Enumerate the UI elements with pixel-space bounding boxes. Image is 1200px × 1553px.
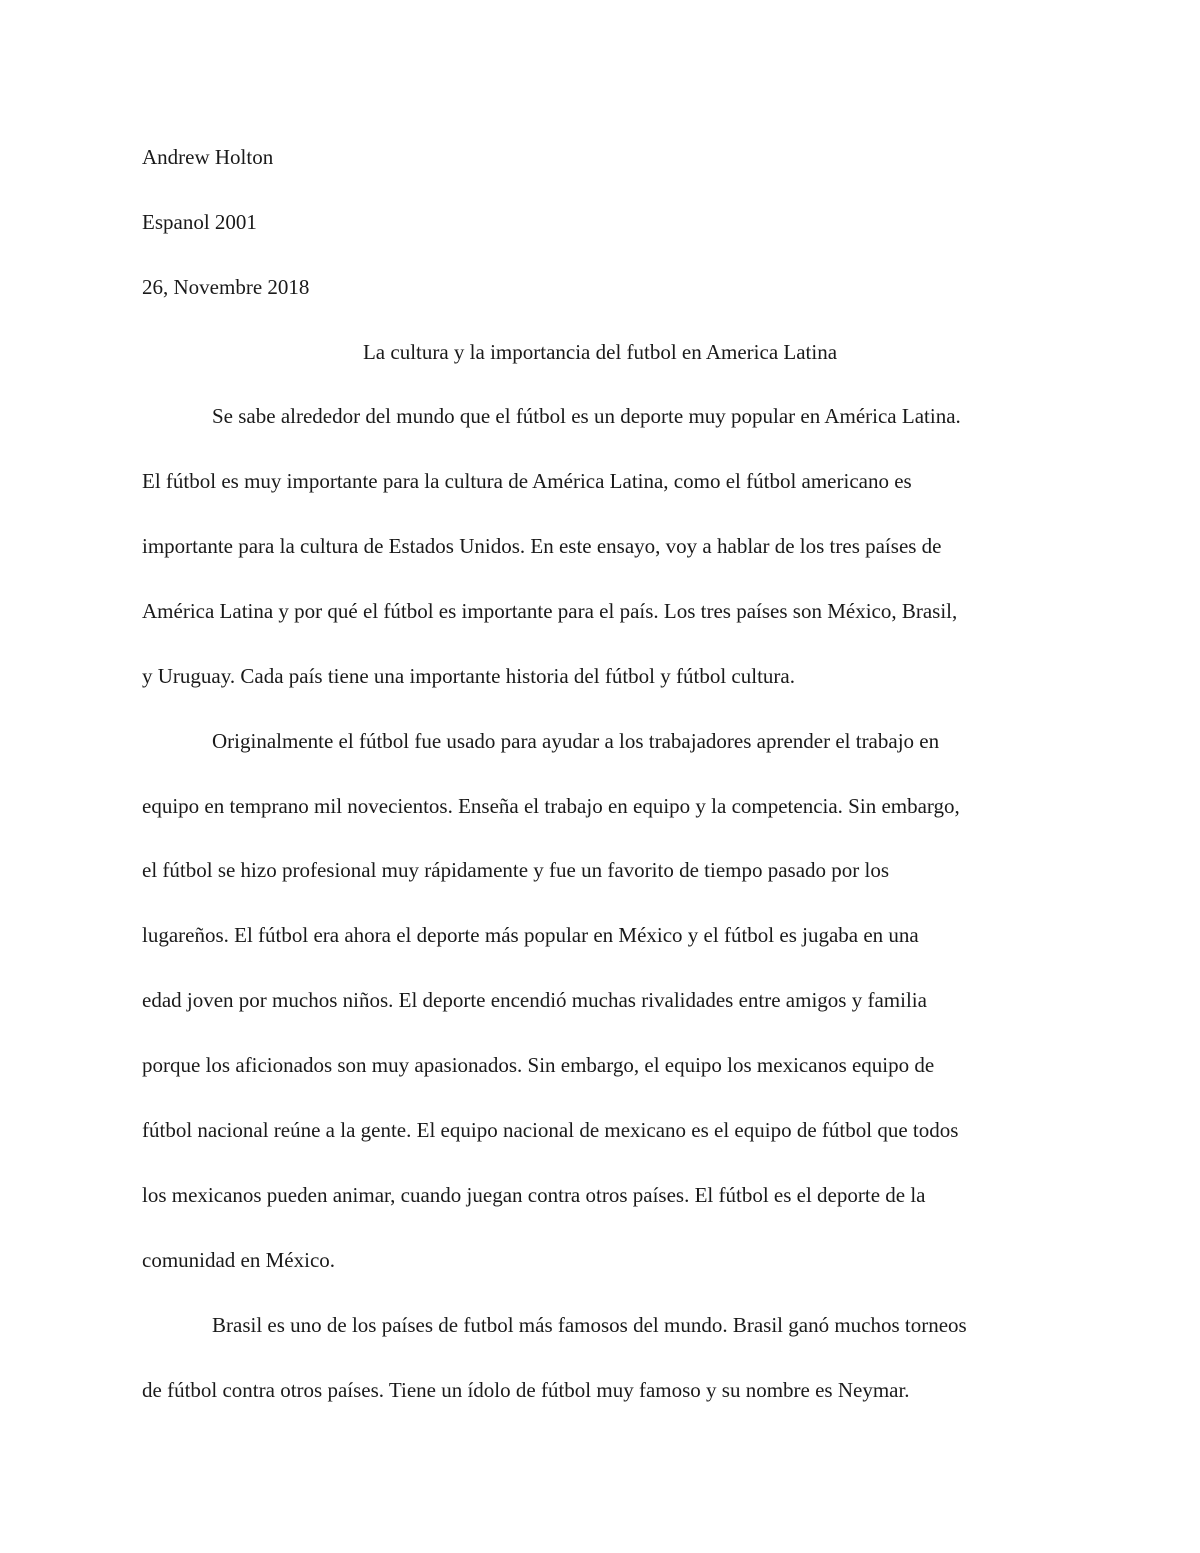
paragraph-1-line: El fútbol es muy importante para la cultura de América Latina, como el fútbol americano es xyxy=(142,469,912,493)
paragraph-1-line: América Latina y por qué el fútbol es importante para el país. Los tres países son México, Brasil, xyxy=(142,599,958,623)
paragraph-1-line: Se sabe alrededor del mundo que el fútbol es un deporte muy popular en América Latina. xyxy=(212,404,961,428)
paragraph-1-line: importante para la cultura de Estados Unidos. En este ensayo, voy a hablar de los tres países de xyxy=(142,534,942,558)
paragraph-3-line: de fútbol contra otros países. Tiene un ídolo de fútbol muy famoso y su nombre es Neymar. xyxy=(142,1378,910,1402)
essay-title: La cultura y la importancia del futbol en America Latina xyxy=(362,340,838,364)
paragraph-2-line: fútbol nacional reúne a la gente. El equipo nacional de mexicano es el equipo de fútbol que todos xyxy=(142,1118,959,1142)
paragraph-2-line: los mexicanos pueden animar, cuando juegan contra otros países. El fútbol es el deporte de la xyxy=(142,1183,926,1207)
date: 26, Novembre 2018 xyxy=(142,275,310,299)
author-name: Andrew Holton xyxy=(142,145,274,169)
paragraph-2-line: equipo en temprano mil novecientos. Enseña el trabajo en equipo y la competencia. Sin embargo, xyxy=(142,794,960,818)
paragraph-2-line: comunidad en México. xyxy=(142,1248,336,1272)
paragraph-2-line: Originalmente el fútbol fue usado para ayudar a los trabajadores aprender el trabajo en xyxy=(212,729,940,753)
paragraph-2-line: porque los aficionados son muy apasionados. Sin embargo, el equipo los mexicanos equipo de xyxy=(142,1053,935,1077)
paragraph-2-line: lugareños. El fútbol era ahora el deporte más popular en México y el fútbol es jugaba en una xyxy=(142,923,919,947)
paragraph-1-line: y Uruguay. Cada país tiene una importante historia del fútbol y fútbol cultura. xyxy=(142,664,795,688)
paragraph-2-line: el fútbol se hizo profesional muy rápidamente y fue un favorito de tiempo pasado por los xyxy=(142,858,890,882)
course-name: Espanol 2001 xyxy=(142,210,257,234)
paragraph-3-line: Brasil es uno de los países de futbol más famosos del mundo. Brasil ganó muchos torneos xyxy=(212,1313,967,1337)
paragraph-2-line: edad joven por muchos niños. El deporte encendió muchas rivalidades entre amigos y familia xyxy=(142,988,927,1012)
